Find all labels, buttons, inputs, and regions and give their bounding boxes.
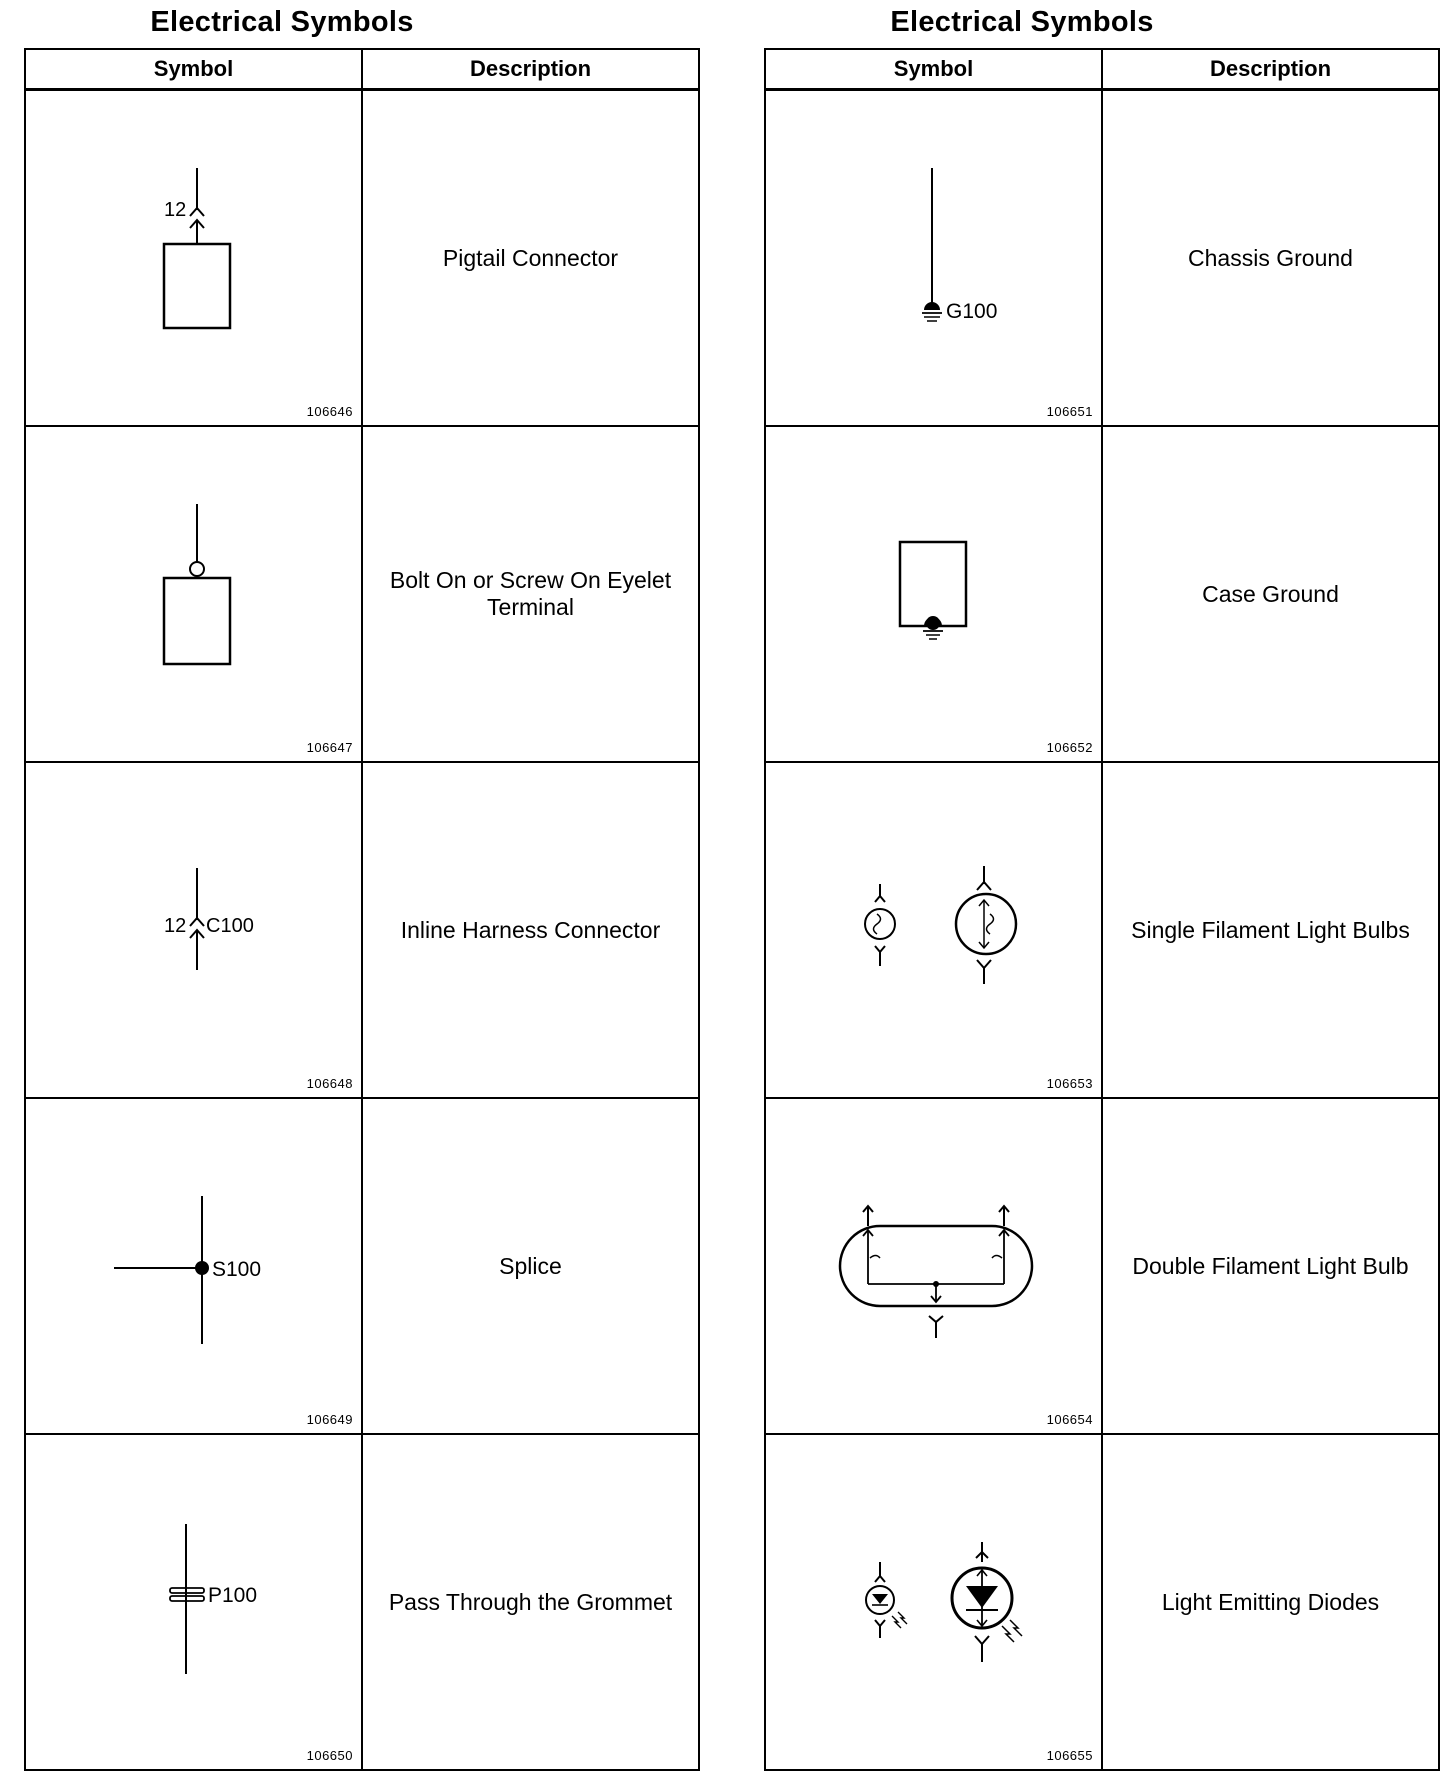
panel-title: Electrical Symbols (890, 6, 1154, 38)
column-header-description: Description (362, 49, 699, 90)
figure-id: 106655 (1046, 1748, 1093, 1763)
symbol-cell (765, 1098, 1102, 1434)
table-row (25, 762, 699, 1098)
symbol-cell (25, 426, 362, 762)
figure-id: 106651 (1046, 404, 1093, 419)
figure-id: 106653 (1046, 1076, 1093, 1091)
symbol-cell (765, 90, 1102, 427)
symbol-cell (25, 1434, 362, 1770)
ground-id-label: G100 (945, 300, 997, 323)
description-cell: Splice (362, 1098, 699, 1434)
figure-id: 106652 (1046, 740, 1093, 755)
splice-icon (74, 1166, 314, 1366)
figure-id: 106650 (306, 1748, 353, 1763)
panel-title: Electrical Symbols (150, 6, 414, 38)
inline-harness-connector-icon (94, 830, 294, 1030)
table-row (25, 426, 699, 762)
single-filament-bulb-icon (814, 830, 1054, 1030)
wire-gauge-label: 12 (163, 199, 186, 221)
chassis-ground-icon (834, 158, 1034, 358)
description-cell: Chassis Ground (1102, 90, 1439, 427)
description-cell: Case Ground (1102, 426, 1439, 762)
description-cell: Bolt On or Screw On Eyelet Terminal (362, 426, 699, 762)
column-header-symbol: Symbol (765, 49, 1102, 90)
table-row (25, 1098, 699, 1434)
figure-id: 106647 (306, 740, 353, 755)
column-header-symbol: Symbol (25, 49, 362, 90)
table-row (765, 90, 1439, 427)
symbol-cell (765, 1434, 1102, 1770)
grommet-id-label: P100 (207, 1584, 257, 1607)
figure-id: 106648 (306, 1076, 353, 1091)
symbol-cell (25, 1098, 362, 1434)
figure-id: 106649 (306, 1412, 353, 1427)
grommet-icon (94, 1502, 294, 1702)
wire-gauge-label: 12 (163, 915, 186, 937)
description-cell: Double Filament Light Bulb (1102, 1098, 1439, 1434)
table-row (765, 762, 1439, 1098)
table-row (765, 1098, 1439, 1434)
connector-id-label: C100 (205, 915, 254, 937)
symbol-cell (25, 762, 362, 1098)
symbols-table (764, 48, 1440, 1771)
table-row (25, 90, 699, 427)
splice-id-label: S100 (211, 1258, 261, 1281)
description-cell: Pigtail Connector (362, 90, 699, 427)
symbols-table (24, 48, 700, 1771)
table-row (25, 1434, 699, 1770)
figure-id: 106646 (306, 404, 353, 419)
led-icon (814, 1502, 1054, 1702)
description-cell: Inline Harness Connector (362, 762, 699, 1098)
eyelet-terminal-icon (94, 494, 294, 694)
description-cell: Pass Through the Grommet (362, 1434, 699, 1770)
symbol-cell (765, 762, 1102, 1098)
pigtail-connector-icon (94, 158, 294, 358)
column-header-description: Description (1102, 49, 1439, 90)
case-ground-icon (834, 494, 1034, 694)
description-cell: Light Emitting Diodes (1102, 1434, 1439, 1770)
symbol-cell (25, 90, 362, 427)
table-header-row (25, 49, 699, 90)
symbol-cell (765, 426, 1102, 762)
double-filament-bulb-icon (814, 1166, 1054, 1366)
table-row (765, 426, 1439, 762)
figure-id: 106654 (1046, 1412, 1093, 1427)
table-row (765, 1434, 1439, 1770)
table-header-row (765, 49, 1439, 90)
description-cell: Single Filament Light Bulbs (1102, 762, 1439, 1098)
